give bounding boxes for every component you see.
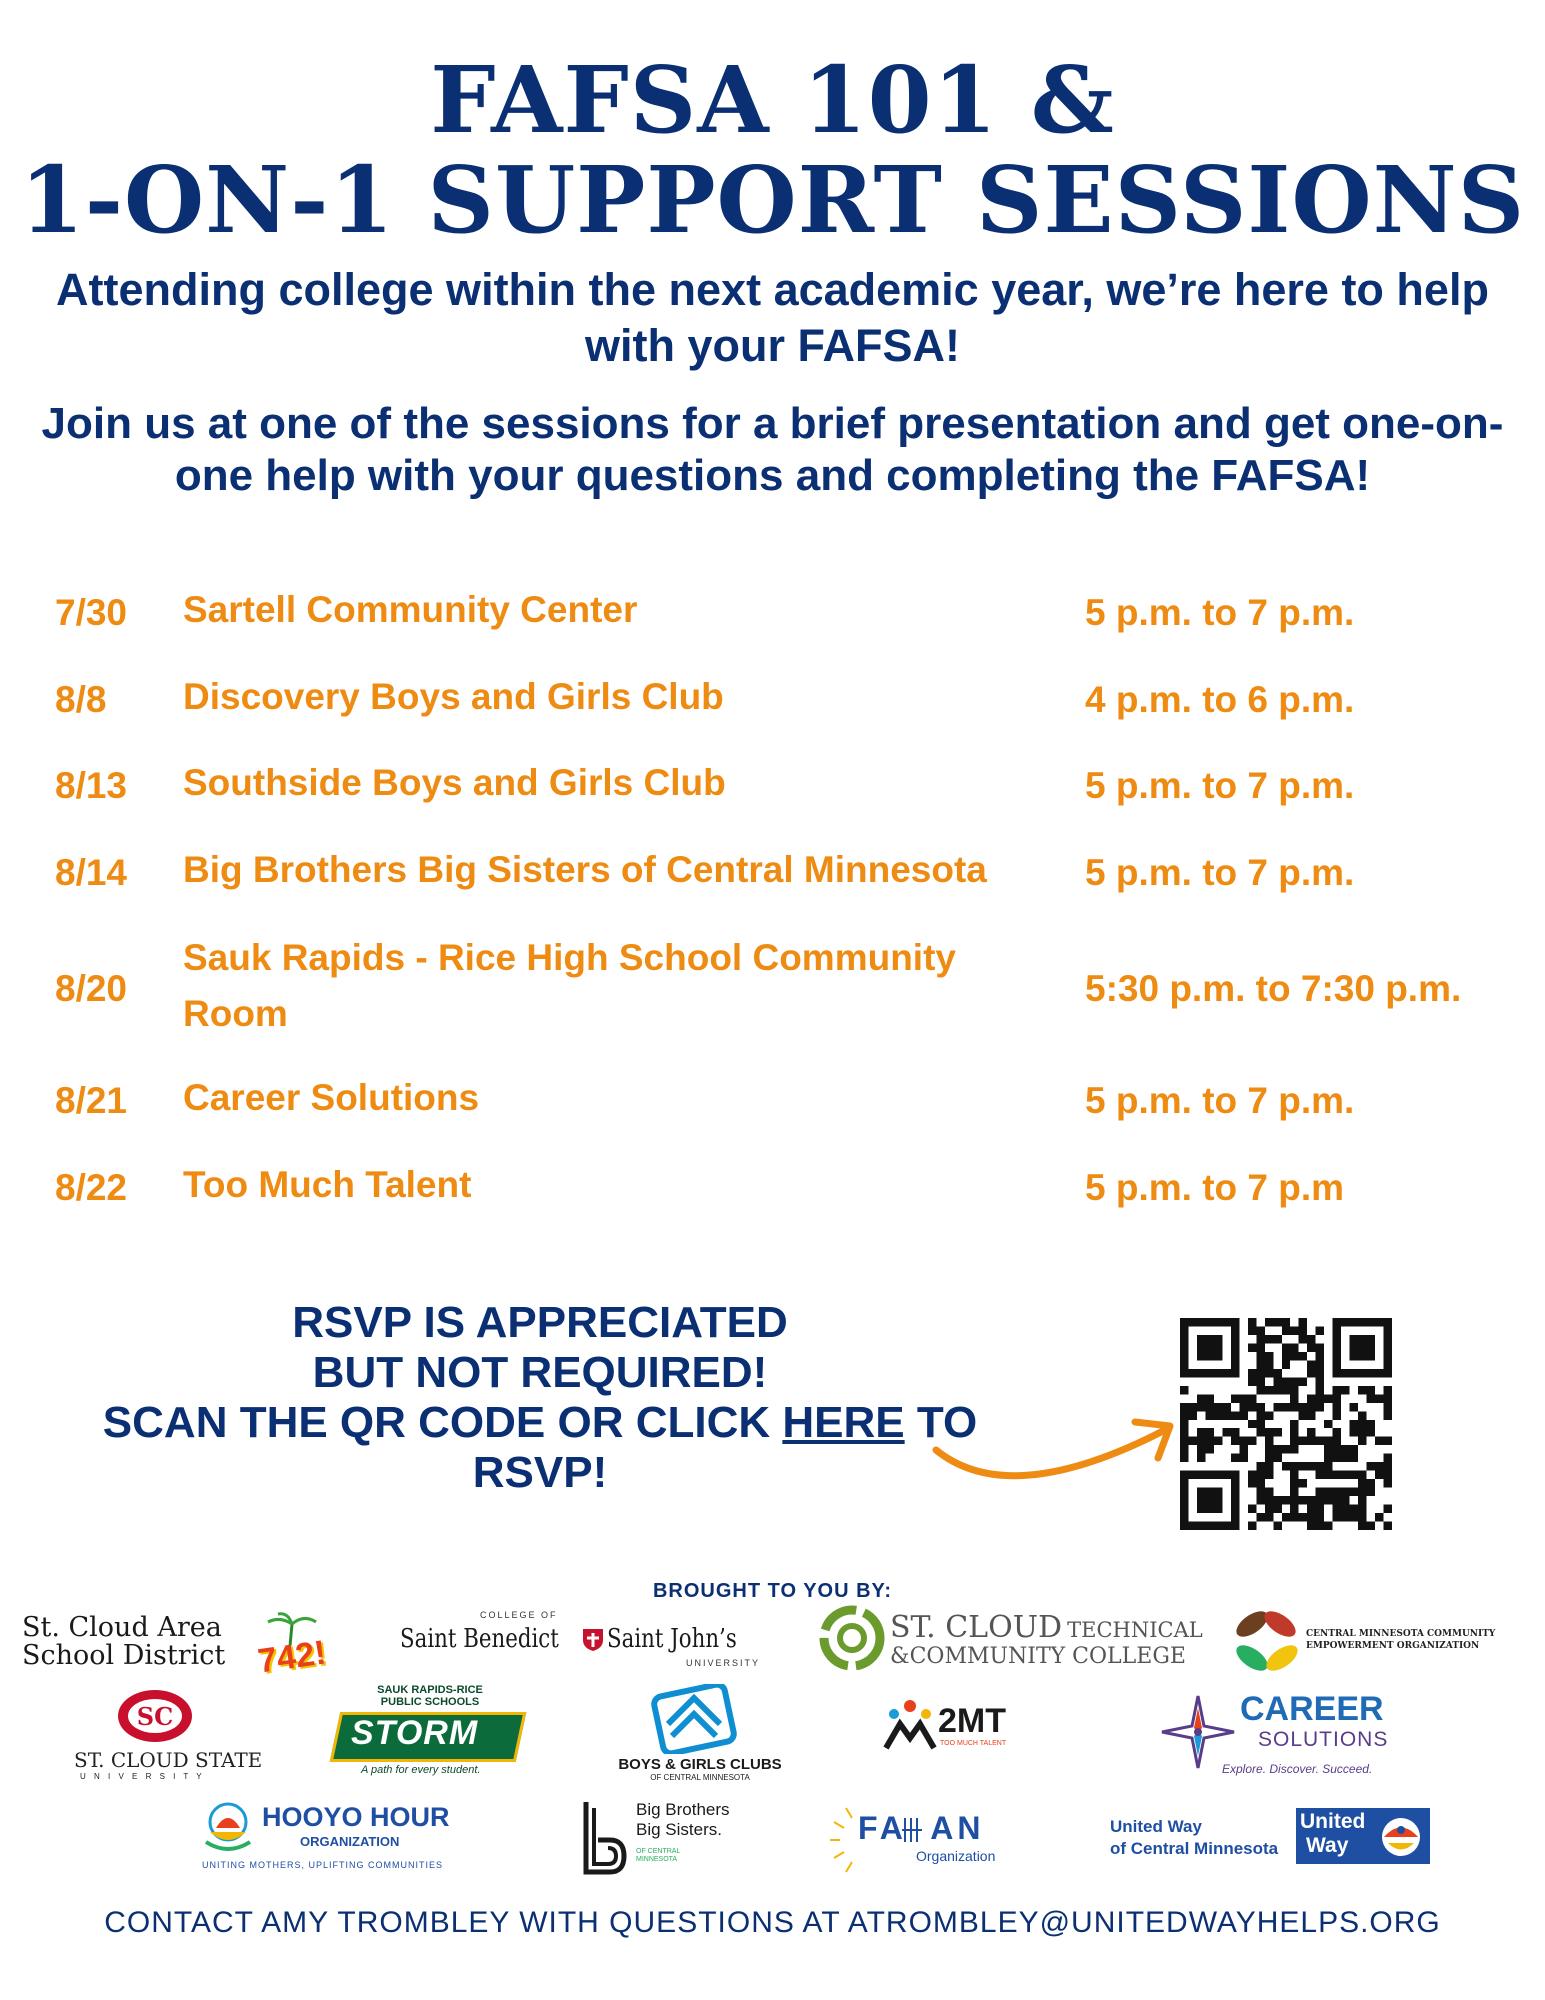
sauk-rapids-rice-storm-logo: SAUK RAPIDS-RICE PUBLIC SCHOOLS STORM A path for every student. bbox=[325, 1684, 525, 1784]
rsvp-line-2: BUT NOT REQUIRED! bbox=[312, 1348, 768, 1397]
boys-and-girls-clubs-logo: BOYS & GIRLS CLUBS OF CENTRAL MINNESOTA bbox=[605, 1684, 795, 1784]
contact-line: CONTACT AMY TROMBLEY WITH QUESTIONS AT ATROMBLEY@UNITEDWAYHELPS.ORG bbox=[104, 1906, 1441, 1939]
session-time: 5:30 p.m. to 7:30 p.m. bbox=[1085, 968, 1462, 1009]
csb-sju-logo: COLLEGE OF Saint Benedict Saint John’s UNIVERSITY bbox=[400, 1610, 761, 1668]
title-line-2: 1-ON-1 SUPPORT SESSIONS bbox=[19, 146, 1526, 254]
district-name: St. Cloud Area School District bbox=[22, 1612, 226, 1671]
st-cloud-area-school-district-logo bbox=[22, 1612, 342, 1682]
big-brothers-big-sisters-logo: Big Brothers Big Sisters. OF CENTRAL MINNESOTA bbox=[580, 1800, 750, 1880]
rsvp-line-3 bbox=[60, 1398, 1020, 1448]
session-date: 8/13 bbox=[55, 765, 128, 806]
session-date: 8/22 bbox=[55, 1167, 128, 1208]
people-icon bbox=[880, 1698, 940, 1754]
session-date: 8/21 bbox=[55, 1080, 128, 1121]
hooyo-mother-icon bbox=[200, 1802, 256, 1852]
sctcc-circle-icon bbox=[818, 1604, 886, 1672]
hooyo-hour-logo: HOOYO HOUR ORGANIZATION UNITING MOTHERS, UPLIFTING COMMUNITIES bbox=[202, 1802, 450, 1870]
session-time: 5 p.m. to 7 p.m. bbox=[1085, 592, 1355, 633]
cmceo-logo: CENTRAL MINNESOTA COMMUNITY EMPOWERMENT ORGANIZATION bbox=[1222, 1598, 1522, 1688]
intro-text-2: Join us at one of the sessions for a brief presentation and get one-on-one help with your questions and completing the FAFSA! bbox=[41, 399, 1504, 500]
session-date: 8/8 bbox=[55, 679, 107, 720]
session-date: 8/20 bbox=[55, 968, 128, 1009]
title-line-1: FAFSA 101 & bbox=[430, 46, 1115, 154]
united-way-logo: United Way of Central Minnesota United Way bbox=[1110, 1808, 1430, 1878]
session-location: Big Brothers Big Sisters of Central Minnesota bbox=[183, 849, 987, 890]
rsvp-here-link[interactable]: HERE bbox=[782, 1398, 905, 1447]
page-title bbox=[0, 46, 1545, 254]
session-location: Too Much Talent bbox=[183, 1164, 472, 1205]
session-date: 8/14 bbox=[55, 852, 128, 893]
rsvp-callout bbox=[60, 1298, 1020, 1498]
session-time: 5 p.m. to 7 p.m. bbox=[1085, 852, 1355, 893]
session-location: Sauk Rapids - Rice High School Community Room bbox=[183, 937, 956, 1034]
too-much-talent-logo: 2MT TOO MUCH TALENT bbox=[880, 1698, 1050, 1758]
session-time: 5 p.m. to 7 p.m. bbox=[1085, 765, 1355, 806]
arrow-icon bbox=[930, 1410, 1180, 1505]
district-742-badge: 742! bbox=[255, 1633, 329, 1681]
session-location: Sartell Community Center bbox=[183, 589, 638, 630]
session-time: 5 p.m. to 7 p.m. bbox=[1085, 1080, 1355, 1121]
fahan-organization-logo: FA AN Organization bbox=[830, 1800, 1050, 1880]
qr-code[interactable] bbox=[1180, 1318, 1392, 1530]
session-date: 7/30 bbox=[55, 592, 128, 633]
compass-icon bbox=[1160, 1694, 1236, 1770]
bgc-hands-icon bbox=[650, 1684, 738, 1754]
session-time: 5 p.m. to 7 p.m bbox=[1085, 1167, 1345, 1208]
rsvp-line-3-after: TO bbox=[916, 1398, 978, 1447]
brought-by-heading: BROUGHT TO YOU BY: bbox=[652, 1580, 893, 1602]
rsvp-line-1: RSVP IS APPRECIATED bbox=[292, 1298, 788, 1347]
session-location: Career Solutions bbox=[183, 1077, 480, 1118]
session-location: Discovery Boys and Girls Club bbox=[183, 676, 724, 717]
rsvp-line-4: RSVP! bbox=[472, 1448, 608, 1497]
sctcc-logo: ST. CLOUD TECHNICAL &COMMUNITY COLLEGE bbox=[818, 1604, 1178, 1684]
st-cloud-state-university-logo: SC ST. CLOUD STATE U N I V E R S I T Y bbox=[70, 1690, 250, 1780]
united-way-hand-icon bbox=[1380, 1816, 1422, 1858]
bbbs-b-icon bbox=[580, 1800, 630, 1876]
session-time: 4 p.m. to 6 p.m. bbox=[1085, 679, 1355, 720]
session-location: Southside Boys and Girls Club bbox=[183, 762, 726, 803]
shield-icon bbox=[582, 1628, 604, 1652]
rsvp-line-3-before: SCAN THE QR CODE OR CLICK bbox=[102, 1398, 771, 1447]
hands-icon bbox=[1222, 1598, 1312, 1688]
career-solutions-logo: CAREER SOLUTIONS Explore. Discover. Succeed. bbox=[1160, 1690, 1420, 1790]
intro-text-1: Attending college within the next academic year, we’re here to help with your FAFSA! bbox=[56, 264, 1489, 371]
